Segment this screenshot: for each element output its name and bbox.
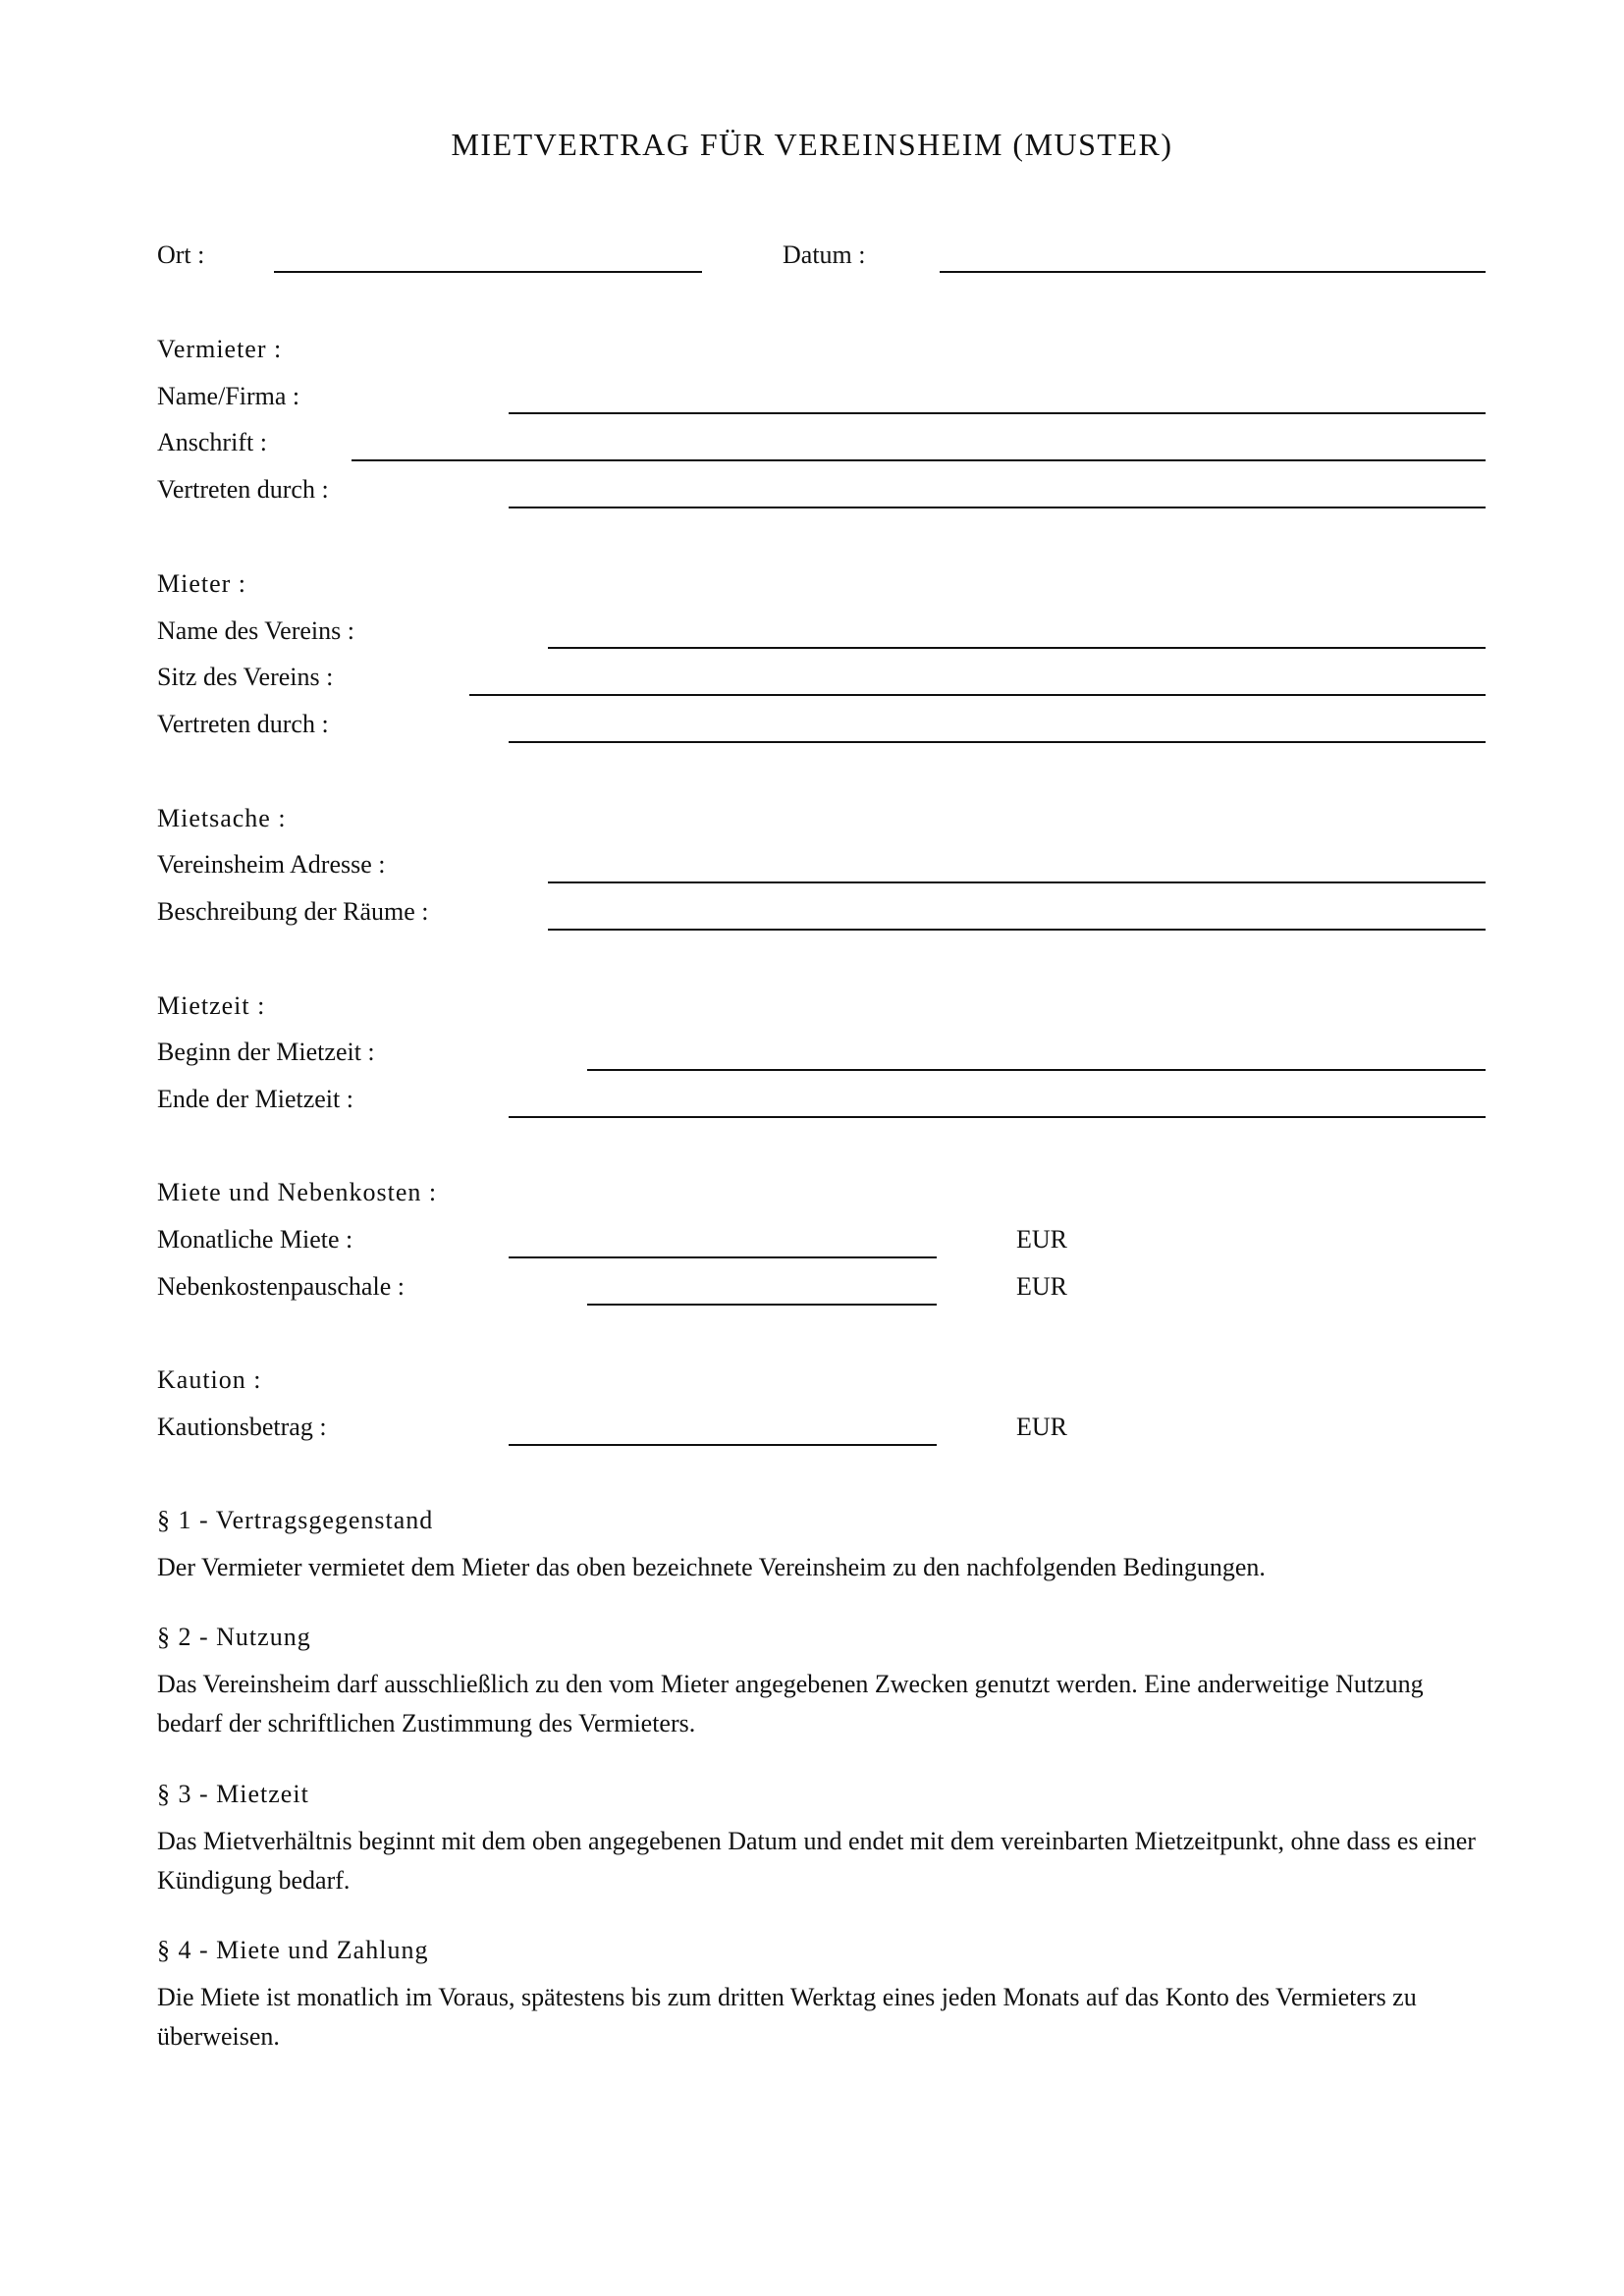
ort-label: Ort : [157,240,205,269]
mietsache-adresse-label: Vereinsheim Adresse : [157,850,386,879]
vermieter-name-field[interactable] [509,412,1486,414]
monatliche-miete-label: Monatliche Miete : [157,1225,353,1254]
nebenkosten-currency: EUR [1016,1272,1067,1301]
vermieter-vertreten-label: Vertreten durch : [157,475,329,504]
mietsache-raeume-field[interactable] [548,929,1486,931]
mieter-verein-field[interactable] [548,647,1486,649]
section-3-text: Das Mietverhältnis beginnt mit dem oben angegebenen Datum und endet mit dem vereinbarten Mietzeitpunkt, ohne dass es einer Kündigung bedarf. [157,1827,1476,1895]
mietzeit-beginn-label: Beginn der Mietzeit : [157,1038,375,1066]
mietsache-heading: Mietsache : [157,804,287,832]
section-3-heading: § 3 - Mietzeit [157,1780,309,1808]
mietzeit-ende-label: Ende der Mietzeit : [157,1085,353,1113]
section-4-heading: § 4 - Miete und Zahlung [157,1936,429,1964]
mieter-verein-label: Name des Vereins : [157,616,354,645]
miete-heading: Miete und Nebenkosten : [157,1178,438,1206]
mieter-heading: Mieter : [157,569,247,598]
mietsache-adresse-field[interactable] [548,881,1486,883]
kaution-heading: Kaution : [157,1365,262,1394]
mietzeit-ende-field[interactable] [509,1116,1486,1118]
vermieter-name-label: Name/Firma : [157,382,300,410]
monatliche-miete-currency: EUR [1016,1225,1067,1254]
section-4-text: Die Miete ist monatlich im Voraus, spätestens bis zum dritten Werktag eines jeden Monats auf das Konto des Vermieters zu überweisen. [157,1983,1417,2051]
section-1-text: Der Vermieter vermietet dem Mieter das oben bezeichnete Vereinsheim zu den nachfolgenden Bedingungen. [157,1553,1266,1581]
datum-label: Datum : [783,240,866,269]
section-2-heading: § 2 - Nutzung [157,1623,311,1651]
mieter-sitz-field[interactable] [469,694,1486,696]
vermieter-vertreten-field[interactable] [509,507,1486,508]
ort-field[interactable] [274,271,702,273]
section-1-heading: § 1 - Vertragsgegenstand [157,1506,434,1534]
mietzeit-heading: Mietzeit : [157,991,266,1020]
kautionsbetrag-currency: EUR [1016,1413,1067,1441]
nebenkosten-field[interactable] [587,1304,937,1306]
datum-field[interactable] [940,271,1486,273]
monatliche-miete-field[interactable] [509,1256,937,1258]
mieter-sitz-label: Sitz des Vereins : [157,663,334,691]
mietsache-raeume-label: Beschreibung der Räume : [157,897,429,926]
nebenkosten-label: Nebenkostenpauschale : [157,1272,405,1301]
kautionsbetrag-field[interactable] [509,1444,937,1446]
vermieter-heading: Vermieter : [157,335,283,363]
kautionsbetrag-label: Kautionsbetrag : [157,1413,327,1441]
mieter-vertreten-label: Vertreten durch : [157,710,329,738]
vermieter-anschrift-label: Anschrift : [157,428,267,456]
mietzeit-beginn-field[interactable] [587,1069,1486,1071]
vermieter-anschrift-field[interactable] [352,459,1486,461]
document-title: MIETVERTRAG FÜR VEREINSHEIM (MUSTER) [451,127,1173,162]
section-2-text: Das Vereinsheim darf ausschließlich zu den vom Mieter angegebenen Zwecken genutzt werden. Eine anderweitige Nutzung bedarf der schriftlichen Zustimmung des Vermieters. [157,1670,1424,1737]
mieter-vertreten-field[interactable] [509,741,1486,743]
